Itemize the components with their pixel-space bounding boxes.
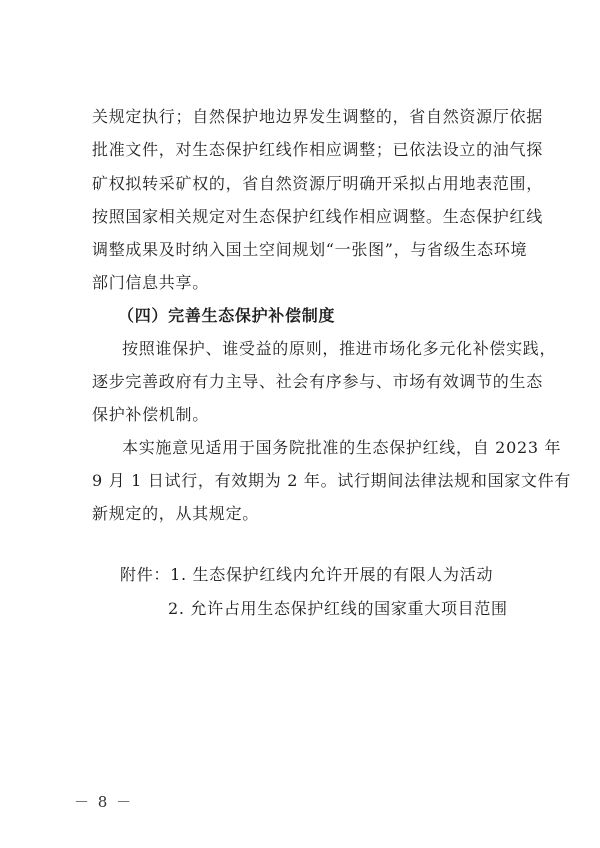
page-number: － 8 － [74, 793, 134, 811]
body-text-line: 部门信息共享。 [92, 273, 209, 292]
body-text-line: 按照谁保护、谁受益的原则，推进市场化多元化补偿实践， [122, 339, 557, 358]
attachment-item-1: 附件：1. 生态保护红线内允许开展的有限人为活动 [120, 565, 494, 584]
body-text-line: 调整成果及时纳入国土空间规划“一张图”，与省级生态环境 [92, 240, 528, 259]
attachment-item-2: 2. 允许占用生态保护红线的国家重大项目范围 [168, 599, 508, 618]
body-text-line: 矿权拟转采矿权的，省自然资源厅明确开采拟占用地表范围， [92, 174, 543, 193]
body-text-line: 按照国家相关规定对生态保护红线作相应调整。生态保护红线 [92, 207, 543, 226]
section-heading: （四）完善生态保护补偿制度 [118, 306, 336, 325]
body-text-line: 保护补偿机制。 [92, 405, 209, 424]
body-text-line: 逐步完善政府有力主导、社会有序参与、市场有效调节的生态 [92, 372, 543, 391]
body-text-line: 关规定执行；自然保护地边界发生调整的，省自然资源厅依据 [92, 107, 543, 126]
body-text-line: 新规定的，从其规定。 [92, 504, 260, 523]
body-text-line: 本实施意见适用于国务院批准的生态保护红线，自 2023 年 [122, 438, 562, 457]
body-text-line: 批准文件，对生态保护红线作相应调整；已依法设立的油气探 [92, 140, 543, 159]
body-text-line: 9 月 1 日试行，有效期为 2 年。试行期间法律法规和国家文件有 [92, 471, 572, 490]
